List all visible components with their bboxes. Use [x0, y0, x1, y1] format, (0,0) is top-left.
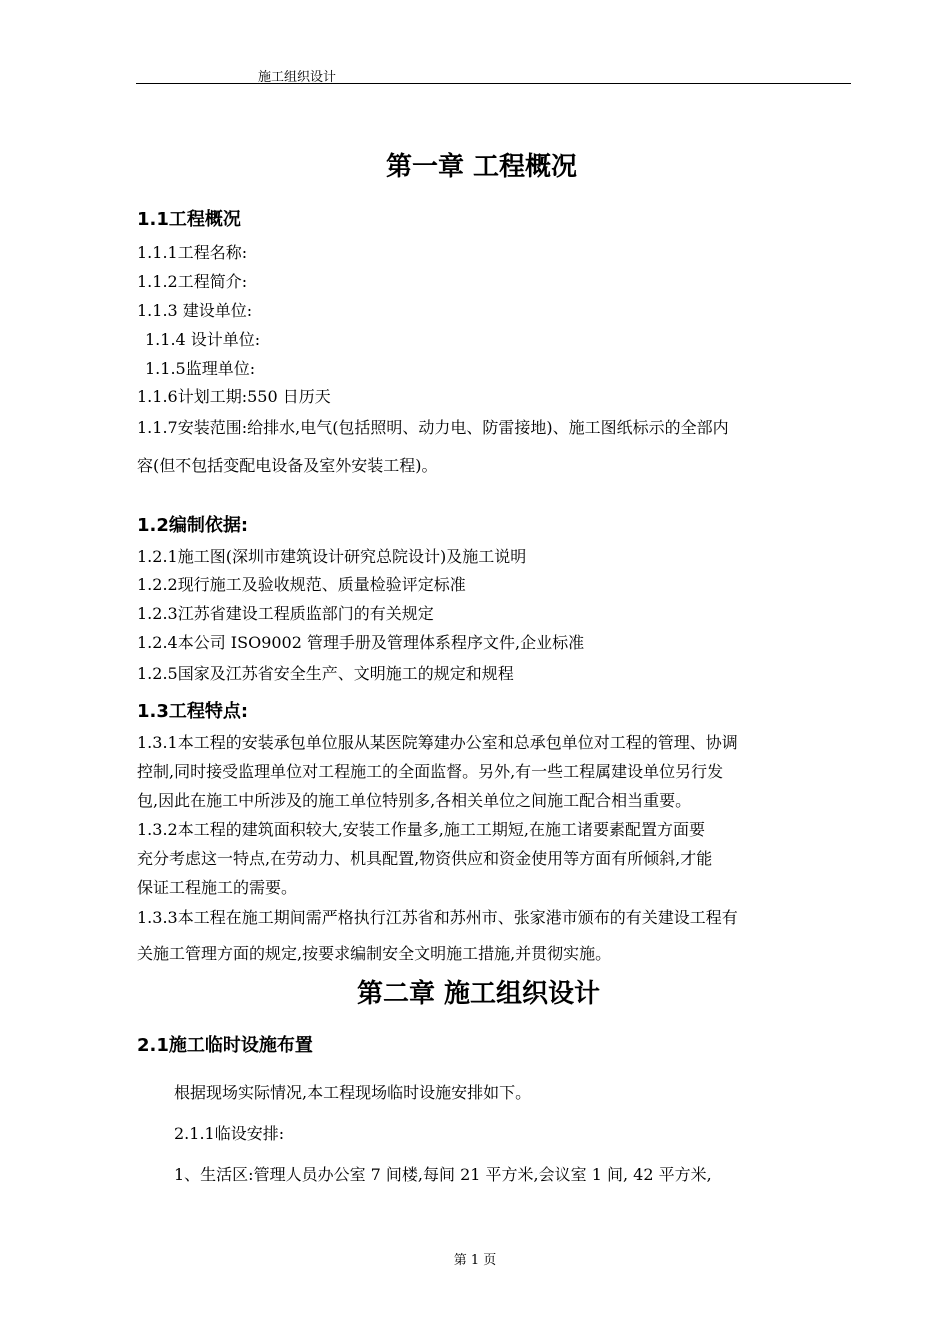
text-line: 保证工程施工的需要。 — [137, 878, 298, 897]
text-line: 1.1.4 设计单位: — [145, 330, 261, 349]
text-line: 1.3.3本工程在施工期间需严格执行江苏省和苏州市、张家港市颁布的有关建设工程有 — [137, 908, 738, 927]
text-line: 1、生活区:管理人员办公室 7 间楼,每间 21 平方米,会议室 1 间, 42 平方米, — [174, 1165, 712, 1184]
header-divider — [136, 83, 851, 84]
text-line: 充分考虑这一特点,在劳动力、机具配置,物资供应和资金使用等方面有所倾斜,才能 — [137, 849, 713, 868]
text-line: 1.2.4本公司 ISO9002 管理手册及管理体系程序文件,企业标准 — [137, 633, 585, 652]
text-line: 1.2.5国家及江苏省安全生产、文明施工的规定和规程 — [137, 664, 514, 683]
text-line: 1.1.6计划工期:550 日历天 — [137, 387, 331, 406]
text-line: 1.1.1工程名称: — [137, 243, 248, 262]
text-line: 1.2.3江苏省建设工程质监部门的有关规定 — [137, 604, 434, 623]
text-line: 1.1.7安装范围:给排水,电气(包括照明、动力电、防雷接地)、施工图纸标示的全部内 — [137, 418, 729, 437]
section-1-3-title: 1.3工程特点: — [137, 701, 249, 722]
text-line: 1.3.1本工程的安装承包单位服从某医院筹建办公室和总承包单位对工程的管理、协调 — [137, 733, 738, 752]
text-line: 1.2.1施工图(深圳市建筑设计研究总院设计)及施工说明 — [137, 547, 527, 566]
text-line: 1.1.5监理单位: — [145, 359, 256, 378]
text-line: 包,因此在施工中所涉及的施工单位特别多,各相关单位之间施工配合相当重要。 — [137, 791, 692, 810]
text-line: 1.3.2本工程的建筑面积较大,安装工作量多,施工工期短,在施工诸要素配置方面要 — [137, 820, 705, 839]
text-line: 控制,同时接受监理单位对工程施工的全面监督。另外,有一些工程属建设单位另行发 — [137, 762, 724, 781]
section-2-1-title: 2.1施工临时设施布置 — [137, 1035, 313, 1056]
text-line: 根据现场实际情况,本工程现场临时设施安排如下。 — [174, 1083, 532, 1102]
text-line: 容(但不包括变配电设备及室外安装工程)。 — [137, 456, 438, 475]
chapter-2-title: 第二章 施工组织设计 — [357, 979, 601, 1009]
chapter-1-title: 第一章 工程概况 — [386, 152, 578, 182]
text-line: 关施工管理方面的规定,按要求编制安全文明施工措施,并贯彻实施。 — [137, 944, 612, 963]
section-1-2-title: 1.2编制依据: — [137, 515, 249, 536]
text-line: 2.1.1临设安排: — [174, 1124, 285, 1143]
text-line: 1.1.3 建设单位: — [137, 301, 253, 320]
page-number: 第 1 页 — [453, 1253, 497, 1268]
section-1-1-title: 1.1工程概况 — [137, 209, 241, 230]
text-line: 1.2.2现行施工及验收规范、质量检验评定标准 — [137, 575, 466, 594]
text-line: 1.1.2工程简介: — [137, 272, 248, 291]
page-header-title: 施工组织设计 — [258, 70, 337, 85]
